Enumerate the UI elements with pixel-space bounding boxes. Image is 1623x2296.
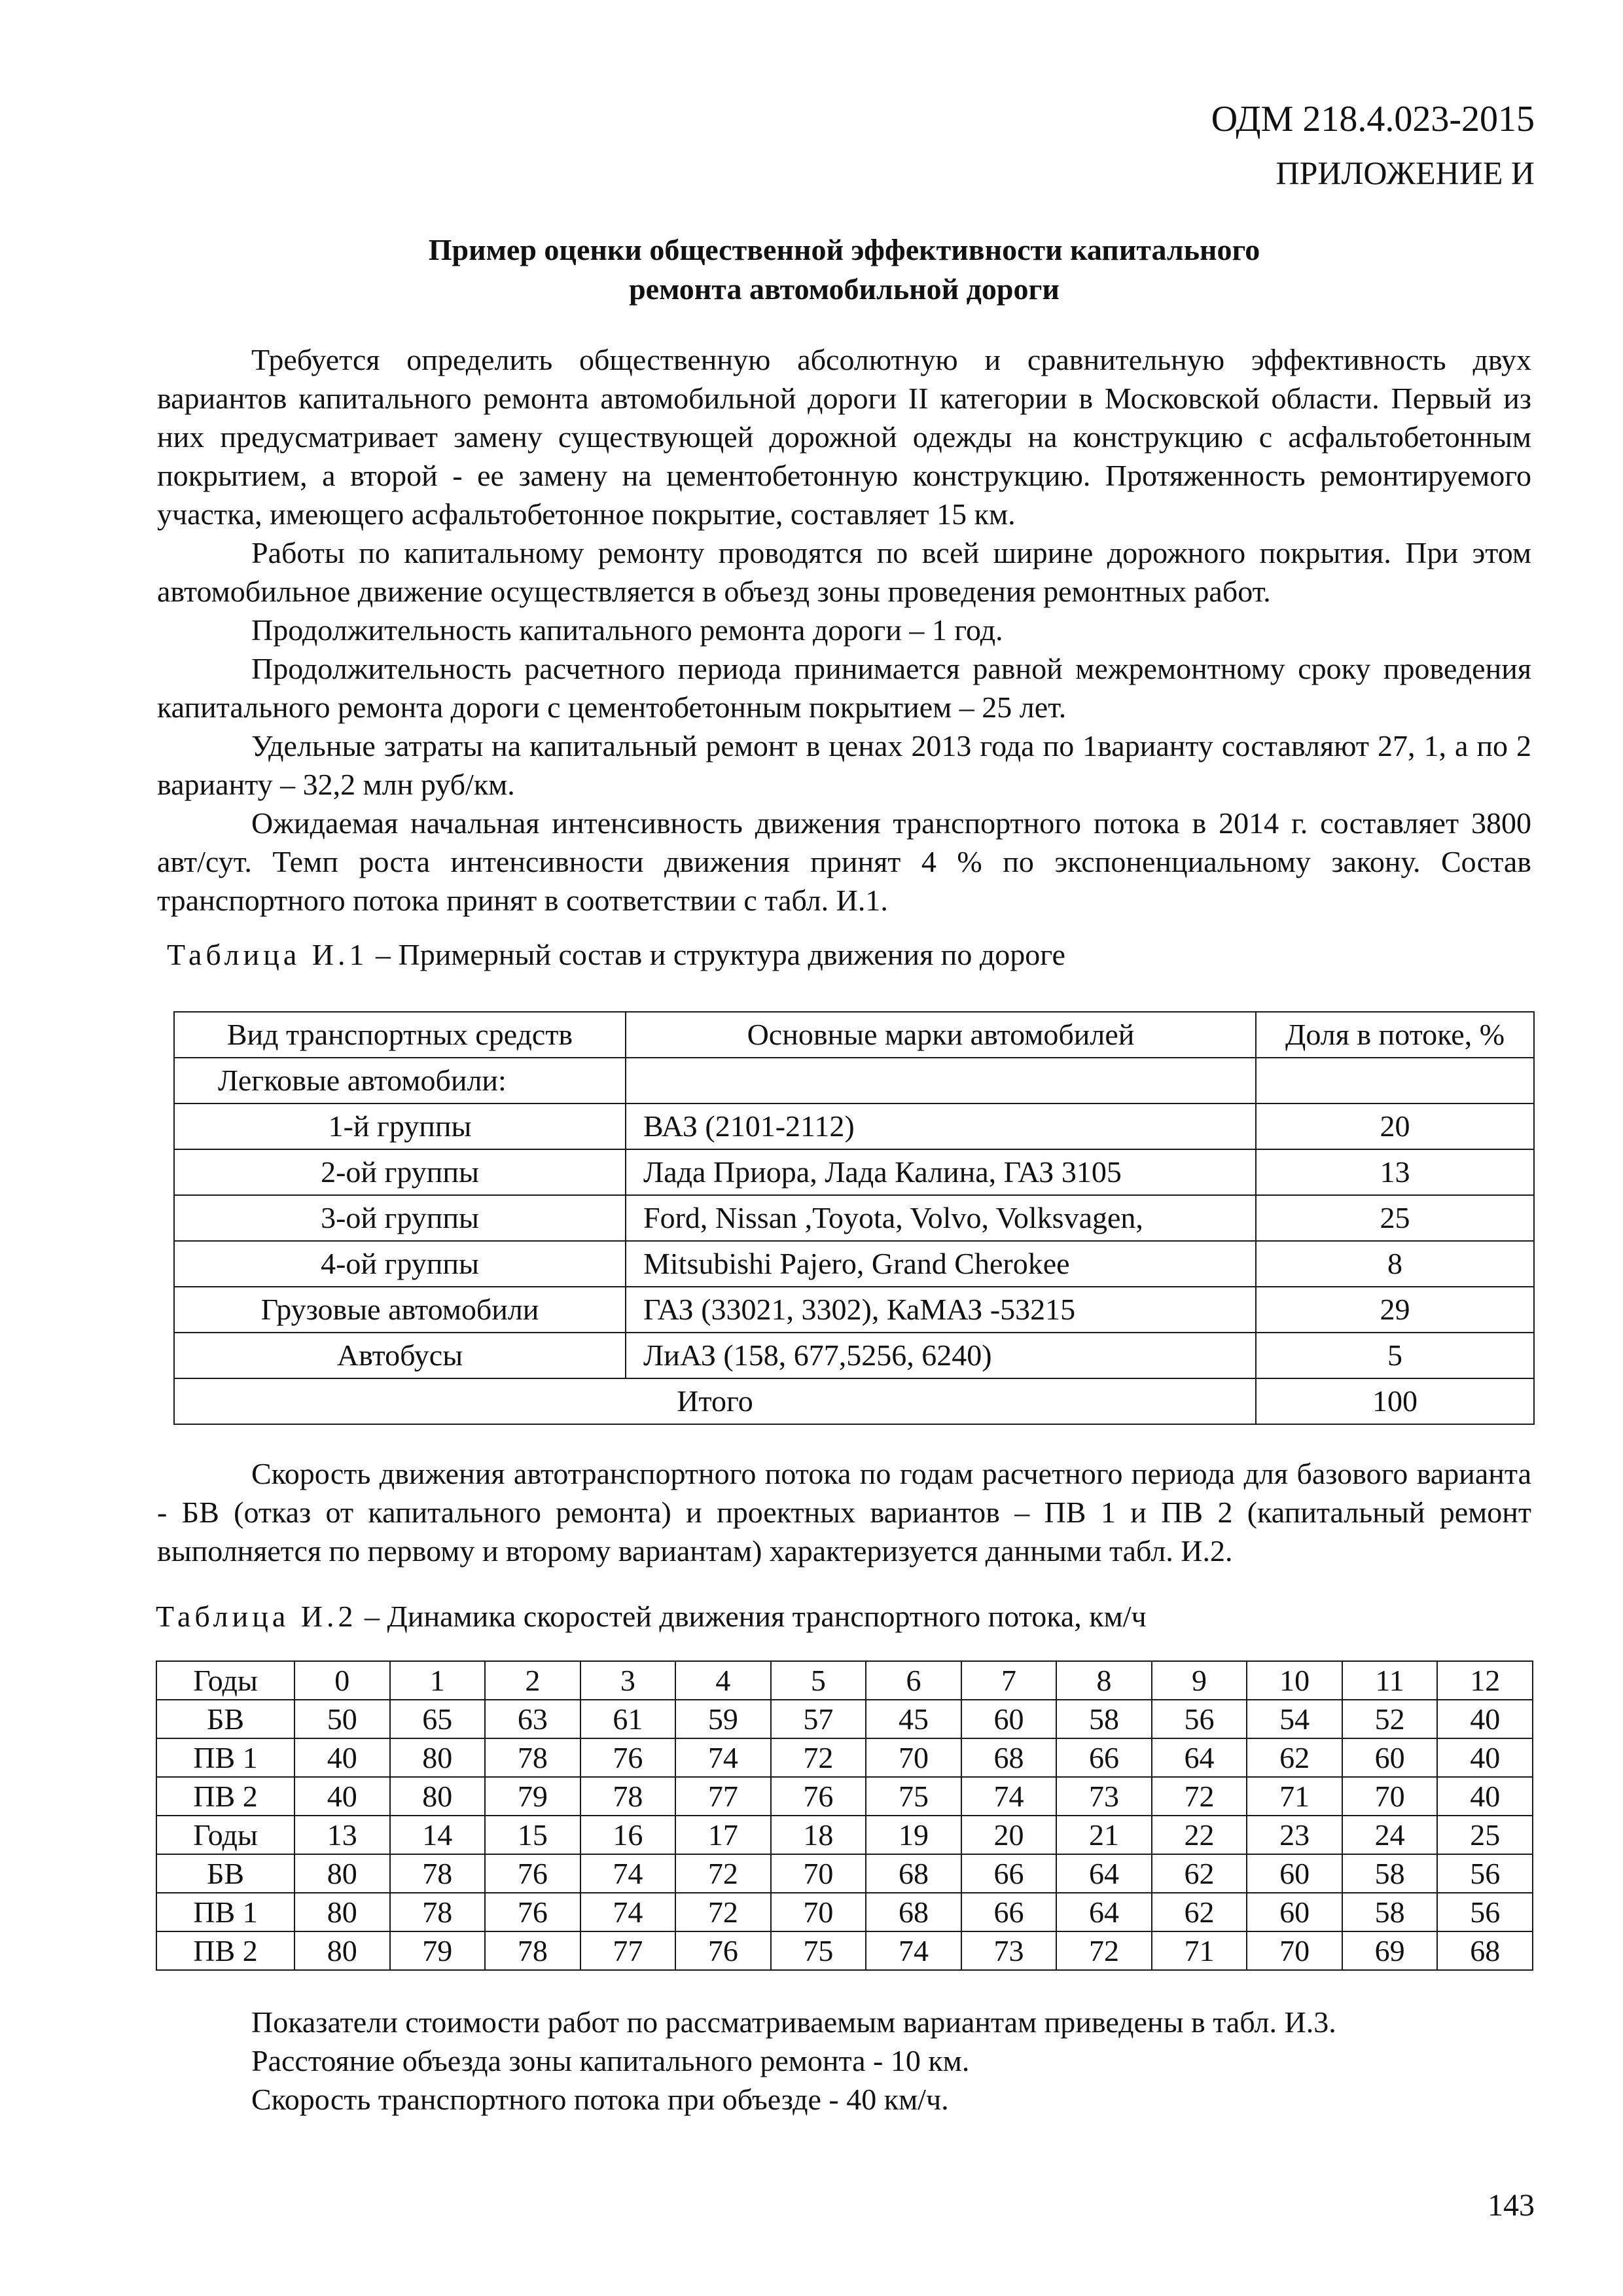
intro-paragraph: Удельные затраты на капитальный ремонт в ценах 2013 года по 1варианту составляют 27, 1, а по 2 варианту – 32,2 млн руб/км. [157, 729, 1531, 801]
table-cell: 65 [390, 1700, 486, 1738]
table-cell: 40 [1437, 1738, 1533, 1777]
intro-text [157, 340, 1531, 920]
table-cell: 16 [580, 1816, 676, 1854]
table2-caption [156, 1599, 1147, 1634]
table-cell: 70 [1247, 1931, 1342, 1970]
section-title-line-1: Пример оценки общественной эффективности капитального [428, 233, 1260, 266]
table-cell: 71 [1247, 1777, 1342, 1816]
closing-text [157, 2003, 1531, 2119]
table-cell: 15 [485, 1816, 580, 1854]
table-cell: 40 [294, 1738, 390, 1777]
table-cell: 60 [1247, 1854, 1342, 1893]
table-cell: 78 [485, 1931, 580, 1970]
table-cell: 61 [580, 1700, 676, 1738]
table-cell: 72 [1152, 1777, 1247, 1816]
table-cell: 68 [866, 1854, 961, 1893]
table1-caption [167, 937, 1065, 972]
table-cell: Лада Приора, Лада Калина, ГАЗ 3105 [626, 1149, 1256, 1195]
table-cell: 40 [294, 1777, 390, 1816]
table-row [156, 1700, 1533, 1738]
table-cell: Годы [156, 1816, 294, 1854]
table-cell: 77 [580, 1931, 676, 1970]
table-cell: 66 [961, 1854, 1057, 1893]
table-cell: 52 [1342, 1700, 1438, 1738]
table-row [174, 1287, 1534, 1333]
table1-caption-number: Таблица И.1 [167, 938, 368, 971]
table-cell: 62 [1152, 1893, 1247, 1931]
total-label-cell: Итого [174, 1378, 1256, 1424]
table-cell: 76 [485, 1893, 580, 1931]
table-cell: 17 [675, 1816, 771, 1854]
table-row [156, 1738, 1533, 1777]
table-cell: 76 [485, 1854, 580, 1893]
table-cell: 75 [866, 1777, 961, 1816]
table-cell: 54 [1247, 1700, 1342, 1738]
table-cell: 1-й группы [174, 1103, 626, 1149]
table-cell: 76 [771, 1777, 866, 1816]
table2-caption-text: – Динамика скоростей движения транспортного потока, км/ч [357, 1600, 1147, 1633]
table-cell: 7 [961, 1661, 1057, 1700]
table-total-row [174, 1378, 1534, 1424]
table-cell: 64 [1056, 1893, 1152, 1931]
table-cell: 20 [1256, 1103, 1534, 1149]
table-cell: 80 [294, 1854, 390, 1893]
table-cell: 40 [1437, 1777, 1533, 1816]
table-cell: 73 [1056, 1777, 1152, 1816]
table-cell: 18 [771, 1816, 866, 1854]
table-header-row [174, 1012, 1534, 1058]
table-cell: Mitsubishi Pajero, Grand Cherokee [626, 1241, 1256, 1287]
intro-paragraph: Продолжительность капитального ремонта дороги – 1 год. [251, 613, 1003, 647]
table-cell: 29 [1256, 1287, 1534, 1333]
table-cell: 68 [1437, 1931, 1533, 1970]
table1-caption-text: – Примерный состав и структура движения по дороге [368, 938, 1065, 971]
table-cell: Автобусы [174, 1333, 626, 1378]
table-cell: 64 [1056, 1854, 1152, 1893]
table-row [156, 1931, 1533, 1970]
table-cell: 56 [1152, 1700, 1247, 1738]
table-cell: 72 [675, 1893, 771, 1931]
table-cell: 62 [1247, 1738, 1342, 1777]
table-cell: 22 [1152, 1816, 1247, 1854]
table-cell: ПВ 2 [156, 1931, 294, 1970]
table-row [156, 1893, 1533, 1931]
table-cell: 78 [580, 1777, 676, 1816]
table-cell: 74 [961, 1777, 1057, 1816]
table-cell: 69 [1342, 1931, 1438, 1970]
table-cell: 70 [1342, 1777, 1438, 1816]
header-cell: Основные марки автомобилей [626, 1012, 1256, 1058]
section-title-line-2: ремонта автомобильной дороги [629, 272, 1060, 306]
table-cell: 12 [1437, 1661, 1533, 1700]
table-cell: 0 [294, 1661, 390, 1700]
group-label-cell: Легковые автомобили: [174, 1058, 626, 1103]
table-cell: 19 [866, 1816, 961, 1854]
closing-paragraph: Показатели стоимости работ по рассматриваемым вариантам приведены в табл. И.3. [251, 2005, 1336, 2039]
traffic-composition-table [173, 1011, 1535, 1425]
table-cell: 72 [771, 1738, 866, 1777]
table-row [156, 1816, 1533, 1854]
table-cell: ЛиАЗ (158, 677,5256, 6240) [626, 1333, 1256, 1378]
page-number: 143 [1488, 2188, 1535, 2223]
table-cell: 80 [294, 1931, 390, 1970]
table-cell: ГАЗ (33021, 3302), КаМАЗ -53215 [626, 1287, 1256, 1333]
section-title [157, 230, 1531, 309]
table-cell: 58 [1056, 1700, 1152, 1738]
table-cell: 14 [390, 1816, 486, 1854]
table-cell: 77 [675, 1777, 771, 1816]
table-cell: 66 [961, 1893, 1057, 1931]
intro-paragraph: Ожидаемая начальная интенсивность движения транспортного потока в 2014 г. составляет 3800 авт/сут. Темп роста интенсивности движения принят 4 % по экспоненциальному закону. Состав транспортного потока принят в соответствии с табл. И.1. [157, 806, 1531, 917]
table-cell: БВ [156, 1700, 294, 1738]
table-cell: 25 [1256, 1195, 1534, 1241]
table2-caption-number: Таблица И.2 [156, 1600, 357, 1633]
table-cell: 59 [675, 1700, 771, 1738]
table-cell: 74 [580, 1854, 676, 1893]
table-cell: 50 [294, 1700, 390, 1738]
table-cell: 62 [1152, 1854, 1247, 1893]
table-cell: 74 [580, 1893, 676, 1931]
closing-paragraph: Расстояние объезда зоны капитального ремонта - 10 км. [251, 2044, 970, 2077]
middle-text [157, 1454, 1531, 1570]
table-cell: 6 [866, 1661, 961, 1700]
table-cell: 74 [675, 1738, 771, 1777]
table-cell: 4 [675, 1661, 771, 1700]
table-cell: 25 [1437, 1816, 1533, 1854]
table-cell: 56 [1437, 1854, 1533, 1893]
table-cell: Годы [156, 1661, 294, 1700]
table-cell: 8 [1056, 1661, 1152, 1700]
table-cell: 72 [1056, 1931, 1152, 1970]
table-cell: 8 [1256, 1241, 1534, 1287]
table-cell: 63 [485, 1700, 580, 1738]
table-cell: 3-ой группы [174, 1195, 626, 1241]
table-cell: 57 [771, 1700, 866, 1738]
table-cell: 24 [1342, 1816, 1438, 1854]
table-cell: 45 [866, 1700, 961, 1738]
appendix-label: ПРИЛОЖЕНИЕ И [1275, 154, 1535, 191]
table-cell: 60 [1342, 1738, 1438, 1777]
table-cell: 11 [1342, 1661, 1438, 1700]
table-cell: ПВ 2 [156, 1777, 294, 1816]
table-row [174, 1241, 1534, 1287]
table-row [174, 1058, 1534, 1103]
table-cell: 21 [1056, 1816, 1152, 1854]
table-cell: 40 [1437, 1700, 1533, 1738]
table-cell: 9 [1152, 1661, 1247, 1700]
table-cell: 5 [1256, 1333, 1534, 1378]
table-cell: 70 [771, 1854, 866, 1893]
total-value-cell: 100 [1256, 1378, 1534, 1424]
table-row [174, 1149, 1534, 1195]
header-cell: Доля в потоке, % [1256, 1012, 1534, 1058]
table-cell: 80 [294, 1893, 390, 1931]
table-cell: 80 [390, 1777, 486, 1816]
table-cell: 68 [961, 1738, 1057, 1777]
table-cell: 74 [866, 1931, 961, 1970]
closing-paragraph: Скорость транспортного потока при объезде - 40 км/ч. [251, 2083, 949, 2116]
table-cell: ВАЗ (2101-2112) [626, 1103, 1256, 1149]
table-cell: 78 [390, 1854, 486, 1893]
table-cell: 58 [1342, 1854, 1438, 1893]
table-cell: 75 [771, 1931, 866, 1970]
table-cell: 4-ой группы [174, 1241, 626, 1287]
middle-paragraph: Скорость движения автотранспортного потока по годам расчетного периода для базового варианта - БВ (отказ от капитального ремонта) и проектных вариантов – ПВ 1 и ПВ 2 (капитальный ремонт выполняется по первому и второму вариантам) характеризуется данными табл. И.2. [157, 1457, 1531, 1568]
table-cell: 5 [771, 1661, 866, 1700]
table-cell: 13 [294, 1816, 390, 1854]
table-row [174, 1103, 1534, 1149]
table-cell: 60 [961, 1700, 1057, 1738]
table-cell: 70 [866, 1738, 961, 1777]
table-cell: 79 [485, 1777, 580, 1816]
table-cell: 71 [1152, 1931, 1247, 1970]
table-cell: 58 [1342, 1893, 1438, 1931]
table-cell: 2-ой группы [174, 1149, 626, 1195]
table-cell [626, 1058, 1256, 1103]
table-cell: 1 [390, 1661, 486, 1700]
speed-dynamics-table [156, 1660, 1533, 1971]
table-row [174, 1195, 1534, 1241]
table-cell: БВ [156, 1854, 294, 1893]
table-cell: Грузовые автомобили [174, 1287, 626, 1333]
table-cell: 20 [961, 1816, 1057, 1854]
table-cell: 56 [1437, 1893, 1533, 1931]
document-code: ОДМ 218.4.023-2015 [1211, 99, 1535, 139]
table-cell: 76 [675, 1931, 771, 1970]
table-cell: 2 [485, 1661, 580, 1700]
table-cell: 73 [961, 1931, 1057, 1970]
table-cell: ПВ 1 [156, 1738, 294, 1777]
table-cell: 76 [580, 1738, 676, 1777]
table-row [174, 1333, 1534, 1378]
table-cell: 3 [580, 1661, 676, 1700]
table-cell: 80 [390, 1738, 486, 1777]
table-cell: 66 [1056, 1738, 1152, 1777]
table-row [156, 1661, 1533, 1700]
table-cell: 23 [1247, 1816, 1342, 1854]
intro-paragraph: Требуется определить общественную абсолютную и сравнительную эффективность двух вариантов капитального ремонта автомобильной дороги II категории в Московской области. Первый из них предусматривает замену существующей дорожной одежды на конструкцию с асфальтобетонным покрытием, а второй - ее замену на цементобетонную конструкцию. Протяженность ремонтируемого участка, имеющего асфальтобетонное покрытие, составляет 15 км. [157, 343, 1531, 531]
table-cell: 60 [1247, 1893, 1342, 1931]
table-row [156, 1854, 1533, 1893]
intro-paragraph: Продолжительность расчетного периода принимается равной межремонтному сроку проведения капитального ремонта дороги с цементобетонным покрытием – 25 лет. [157, 652, 1531, 724]
table-cell: 72 [675, 1854, 771, 1893]
table-cell [1256, 1058, 1534, 1103]
header-cell: Вид транспортных средств [174, 1012, 626, 1058]
table-cell: 13 [1256, 1149, 1534, 1195]
table-cell: 70 [771, 1893, 866, 1931]
table-cell: 78 [485, 1738, 580, 1777]
table-cell: ПВ 1 [156, 1893, 294, 1931]
intro-paragraph: Работы по капитальному ремонту проводятся по всей ширине дорожного покрытия. При этом автомобильное движение осуществляется в объезд зоны проведения ремонтных работ. [157, 536, 1531, 608]
table-cell: 64 [1152, 1738, 1247, 1777]
table-cell: 79 [390, 1931, 486, 1970]
table-cell: 68 [866, 1893, 961, 1931]
table-cell: 78 [390, 1893, 486, 1931]
table-cell: 10 [1247, 1661, 1342, 1700]
table-cell: Ford, Nissan ,Toyota, Volvo, Volksvagen, [626, 1195, 1256, 1241]
table-row [156, 1777, 1533, 1816]
